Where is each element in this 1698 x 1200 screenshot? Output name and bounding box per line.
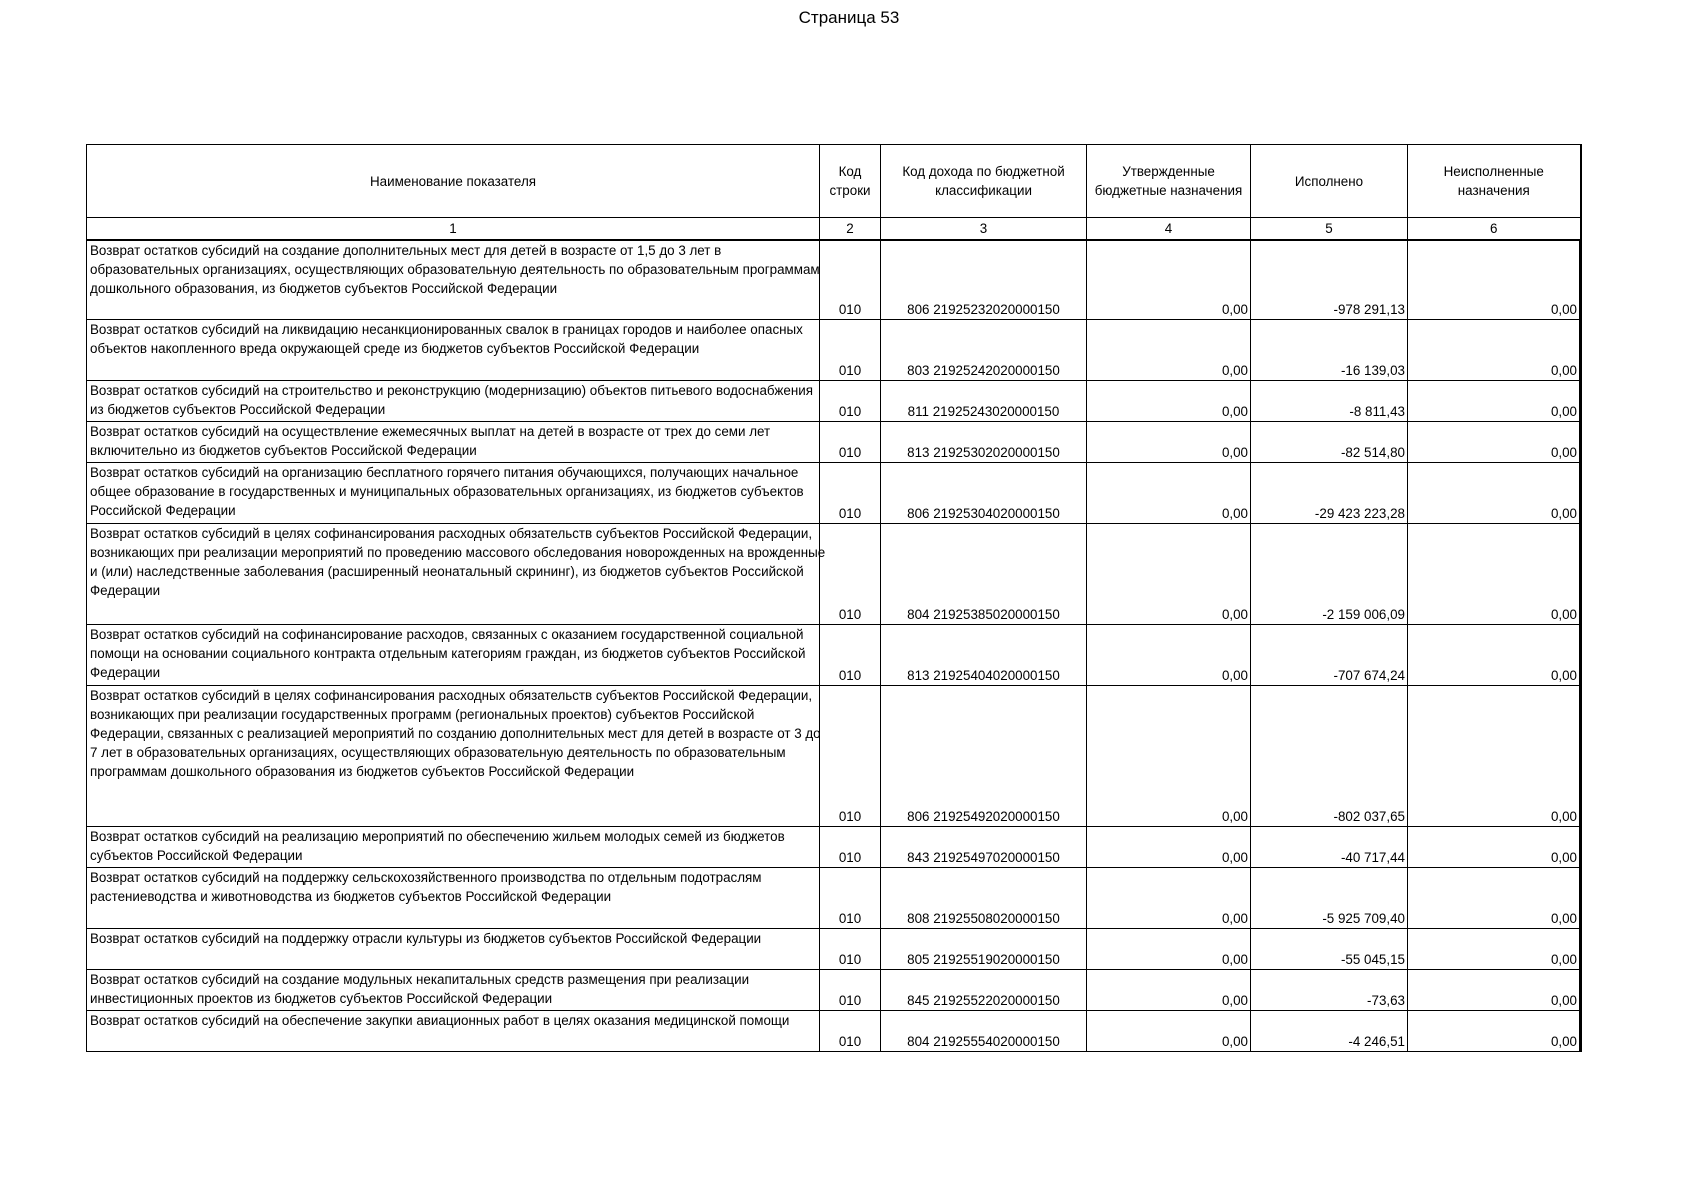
row-executed: -82 514,80 <box>1251 422 1408 463</box>
column-number: 4 <box>1087 218 1251 241</box>
row-name: Возврат остатков субсидий на строительство и реконструкцию (модернизацию) объектов питьевого водоснабжения из бюджетов субъектов Российской Федерации <box>90 383 813 417</box>
table-row <box>87 524 1581 625</box>
row-name: Возврат остатков субсидий на ликвидацию несанкционированных свалок в границах городов и наиболее опасных объектов накопленного вреда окружающей среде из бюджетов субъектов Российской Федерации <box>90 322 803 356</box>
column-number: 5 <box>1251 218 1408 241</box>
row-name-cell <box>87 422 820 463</box>
row-unexecuted: 0,00 <box>1408 868 1581 929</box>
header-income-code: Код дохода по бюджетной классификации <box>881 145 1087 218</box>
row-executed: -4 246,51 <box>1251 1011 1408 1052</box>
row-executed: -802 037,65 <box>1251 686 1408 827</box>
row-executed: -29 423 223,28 <box>1251 463 1408 524</box>
row-unexecuted: 0,00 <box>1408 625 1581 686</box>
table-row <box>87 970 1581 1011</box>
row-name-cell <box>87 970 820 1011</box>
row-unexecuted: 0,00 <box>1408 686 1581 827</box>
row-unexecuted: 0,00 <box>1408 422 1581 463</box>
row-approved: 0,00 <box>1087 1011 1251 1052</box>
row-name: Возврат остатков субсидий в целях софинансирования расходных обязательств субъектов Российской Федерации, возникающих при реализации мероприятий по проведению массового обследования новорожденных на врожденные и (или) наследственные заболевания (расширенный неонатальный скрининг), из бюджетов субъектов Российской Федерации <box>90 526 826 598</box>
table-row <box>87 1011 1581 1052</box>
row-income-code: 804 21925385020000150 <box>881 524 1087 625</box>
row-executed: -978 291,13 <box>1251 240 1408 320</box>
page-title: Страница 53 <box>798 8 900 27</box>
row-approved: 0,00 <box>1087 422 1251 463</box>
row-line-code: 010 <box>820 240 881 320</box>
row-line-code: 010 <box>820 1011 881 1052</box>
column-number: 6 <box>1408 218 1581 241</box>
row-name: Возврат остатков субсидий на софинансирование расходов, связанных с оказанием государственной социальной помощи на основании социального контракта отдельным категориям граждан, из бюджетов субъектов Российской Федерации <box>90 627 806 680</box>
column-number: 3 <box>881 218 1087 241</box>
row-income-code: 813 21925302020000150 <box>881 422 1087 463</box>
row-unexecuted: 0,00 <box>1408 827 1581 868</box>
row-name-cell <box>87 240 820 320</box>
table-row <box>87 929 1581 970</box>
header-line-code: Код строки <box>820 145 881 218</box>
row-line-code: 010 <box>820 381 881 422</box>
row-name-cell <box>87 320 820 381</box>
row-income-code: 808 21925508020000150 <box>881 868 1087 929</box>
row-approved: 0,00 <box>1087 686 1251 827</box>
table-row <box>87 827 1581 868</box>
row-line-code: 010 <box>820 868 881 929</box>
row-approved: 0,00 <box>1087 970 1251 1011</box>
row-line-code: 010 <box>820 463 881 524</box>
row-approved: 0,00 <box>1087 320 1251 381</box>
row-approved: 0,00 <box>1087 463 1251 524</box>
row-line-code: 010 <box>820 970 881 1011</box>
row-name: Возврат остатков субсидий на поддержку сельскохозяйственного производства по отдельным подотраслям растениеводства и животноводства из бюджетов субъектов Российской Федерации <box>90 870 762 904</box>
row-unexecuted: 0,00 <box>1408 463 1581 524</box>
row-line-code: 010 <box>820 929 881 970</box>
row-unexecuted: 0,00 <box>1408 929 1581 970</box>
budget-income-table <box>86 144 1582 1052</box>
row-name-cell <box>87 929 820 970</box>
row-name-cell <box>87 827 820 868</box>
table-body <box>87 240 1581 1052</box>
row-line-code: 010 <box>820 320 881 381</box>
table-row <box>87 463 1581 524</box>
row-executed: -40 717,44 <box>1251 827 1408 868</box>
row-name-cell <box>87 381 820 422</box>
row-line-code: 010 <box>820 422 881 463</box>
column-number: 1 <box>87 218 820 241</box>
row-name: Возврат остатков субсидий на организацию бесплатного горячего питания обучающихся, получающих начальное общее образование в государственных и муниципальных образовательных организациях, из бюджетов субъектов Российской Федерации <box>90 465 804 518</box>
row-income-code: 813 21925404020000150 <box>881 625 1087 686</box>
column-number-row <box>87 218 1581 241</box>
row-name-cell <box>87 625 820 686</box>
table-row <box>87 320 1581 381</box>
row-name-cell <box>87 1011 820 1052</box>
row-income-code: 803 21925242020000150 <box>881 320 1087 381</box>
row-executed: -16 139,03 <box>1251 320 1408 381</box>
row-line-code: 010 <box>820 625 881 686</box>
row-executed: -8 811,43 <box>1251 381 1408 422</box>
row-name: Возврат остатков субсидий в целях софинансирования расходных обязательств субъектов Российской Федерации, возникающих при реализации государственных программ (региональных проектов) субъектов Российской Федерации, связанных с реализацией мероприятий по созданию дополнительных мест для детей в возрасте от 3 до 7 лет в образовательных организациях, осуществляющих образовательную деятельность по образовательным программам дошкольного образования из бюджетов субъектов Российской Федерации <box>90 688 821 779</box>
header-name: Наименование показателя <box>87 145 820 218</box>
row-income-code: 804 21925554020000150 <box>881 1011 1087 1052</box>
row-income-code: 806 21925232020000150 <box>881 240 1087 320</box>
row-line-code: 010 <box>820 827 881 868</box>
row-approved: 0,00 <box>1087 625 1251 686</box>
table-row <box>87 240 1581 320</box>
table-row <box>87 625 1581 686</box>
row-line-code: 010 <box>820 686 881 827</box>
row-unexecuted: 0,00 <box>1408 240 1581 320</box>
row-name-cell <box>87 686 820 827</box>
table-row <box>87 686 1581 827</box>
row-unexecuted: 0,00 <box>1408 970 1581 1011</box>
column-number: 2 <box>820 218 881 241</box>
row-unexecuted: 0,00 <box>1408 381 1581 422</box>
row-executed: -5 925 709,40 <box>1251 868 1408 929</box>
row-name-cell <box>87 463 820 524</box>
header-executed: Исполнено <box>1251 145 1408 218</box>
row-income-code: 805 21925519020000150 <box>881 929 1087 970</box>
row-name: Возврат остатков субсидий на осуществление ежемесячных выплат на детей в возрасте от трех до семи лет включительно из бюджетов субъектов Российской Федерации <box>90 424 771 458</box>
row-executed: -55 045,15 <box>1251 929 1408 970</box>
header-approved: Утвержденные бюджетные назначения <box>1087 145 1251 218</box>
table-row <box>87 868 1581 929</box>
row-name-cell <box>87 868 820 929</box>
row-approved: 0,00 <box>1087 240 1251 320</box>
row-income-code: 811 21925243020000150 <box>881 381 1087 422</box>
row-name: Возврат остатков субсидий на создание дополнительных мест для детей в возрасте от 1,5 до 3 лет в образовательных организациях, осуществляющих образовательную деятельность по образовательным программам дошкольного образования, из бюджетов субъектов Российской Федерации <box>90 243 820 296</box>
table-row <box>87 381 1581 422</box>
row-approved: 0,00 <box>1087 868 1251 929</box>
row-unexecuted: 0,00 <box>1408 524 1581 625</box>
row-income-code: 806 21925492020000150 <box>881 686 1087 827</box>
row-approved: 0,00 <box>1087 827 1251 868</box>
row-unexecuted: 0,00 <box>1408 1011 1581 1052</box>
row-approved: 0,00 <box>1087 524 1251 625</box>
row-name: Возврат остатков субсидий на обеспечение закупки авиационных работ в целях оказания медицинской помощи <box>90 1013 790 1028</box>
row-executed: -2 159 006,09 <box>1251 524 1408 625</box>
row-executed: -707 674,24 <box>1251 625 1408 686</box>
table-row <box>87 422 1581 463</box>
row-unexecuted: 0,00 <box>1408 320 1581 381</box>
row-executed: -73,63 <box>1251 970 1408 1011</box>
row-income-code: 843 21925497020000150 <box>881 827 1087 868</box>
row-income-code: 806 21925304020000150 <box>881 463 1087 524</box>
table-header-row <box>87 145 1581 218</box>
row-approved: 0,00 <box>1087 381 1251 422</box>
row-income-code: 845 21925522020000150 <box>881 970 1087 1011</box>
row-name: Возврат остатков субсидий на реализацию мероприятий по обеспечению жильем молодых семей из бюджетов субъектов Российской Федерации <box>90 829 785 863</box>
row-name: Возврат остатков субсидий на создание модульных некапитальных средств размещения при реализации инвестиционных проектов из бюджетов субъектов Российской Федерации <box>90 972 750 1006</box>
header-unexecuted: Неисполненные назначения <box>1408 145 1581 218</box>
row-approved: 0,00 <box>1087 929 1251 970</box>
row-name: Возврат остатков субсидий на поддержку отрасли культуры из бюджетов субъектов Российской Федерации <box>90 931 762 946</box>
row-name-cell <box>87 524 826 625</box>
row-line-code: 010 <box>820 524 881 625</box>
